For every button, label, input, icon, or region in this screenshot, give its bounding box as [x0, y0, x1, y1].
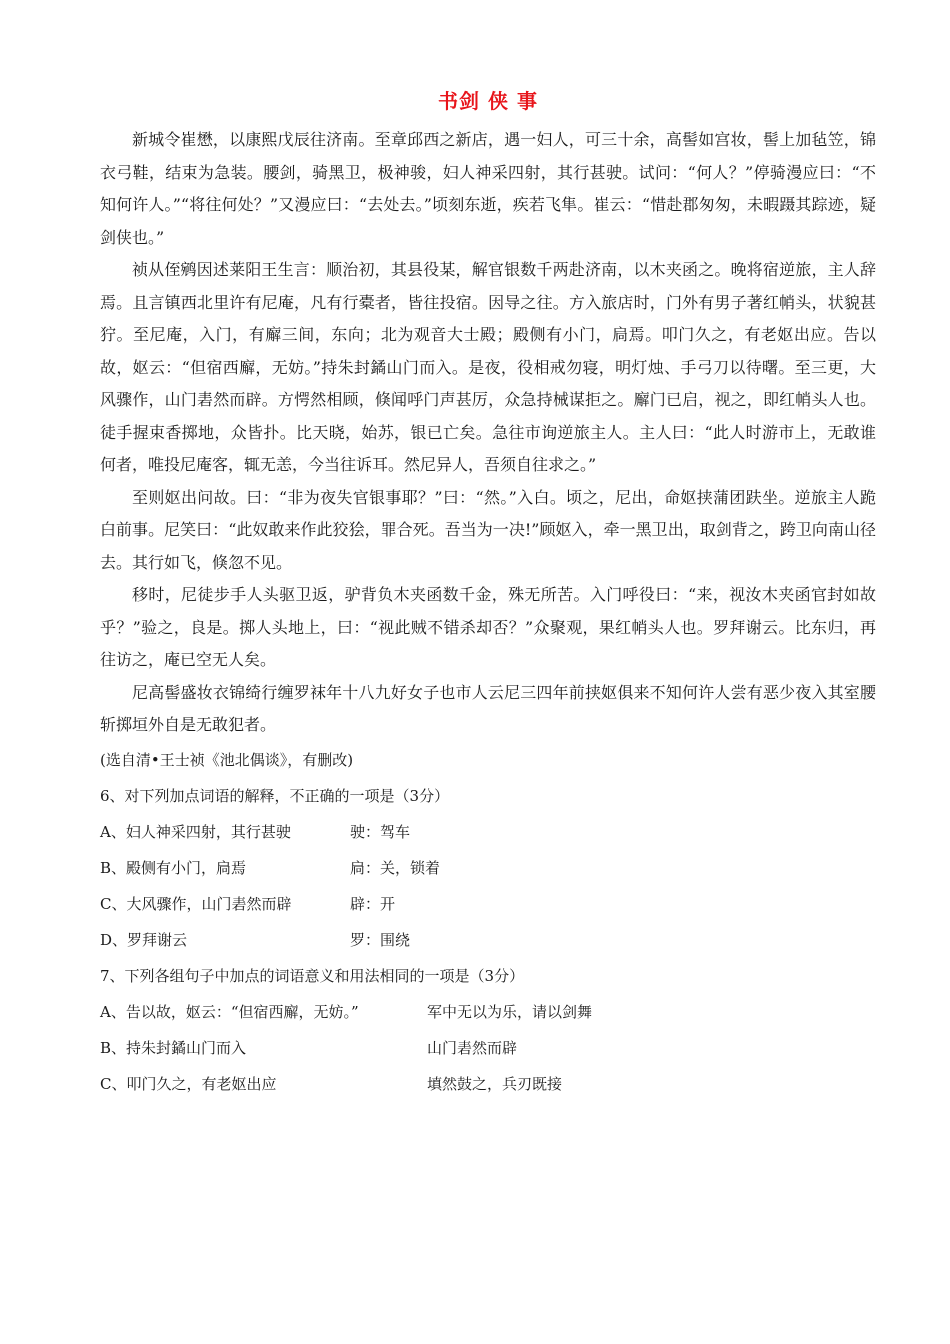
option-text: B、殿侧有小门，扃焉 — [100, 858, 247, 877]
document-page — [100, 88, 876, 1102]
paragraph-2: 祯从侄鹓因述莱阳王生言：顺治初，其县役某，解官银数千两赴济南，以木夹函之。晚将宿逆旅，主人辞焉。且言镇西北里许有尼庵，凡有行橐者，皆往投宿。因导之往。方入旅店时，门外有男子著红帩头，状貌甚狞。至尼庵，入门，有廨三间，东向；北为观音大士殿；殿侧有小门，扃焉。叩门久之，有老妪出应。告以故，妪云：“但宿西廨，无妨。”持朱封鐍山门而入。是夜，役相戒勿寝，明灯烛、手弓刀以待曙。至三更，大风骤作，山门砉然而辟。方愕然相顾，倏闻呼门声甚厉，众急持械谋拒之。廨门已启，视之，即红帩头人也。徒手握束香掷地，众皆扑。比天晓，始苏，银已亡矣。急往市询逆旅主人。主人曰：“此人时游市上，无敢谁何者，唯投尼庵客，辄无恙，今当往诉耳。然尼异人，吾须自往求之。” — [100, 260, 876, 474]
question-6-option-d — [100, 922, 876, 958]
page-title: 书剑 侠 事 — [438, 89, 538, 113]
option-pair: 军中无以为乐，请以剑舞 — [427, 1002, 593, 1021]
question-6-option-b — [100, 850, 876, 886]
question-6-option-a — [100, 814, 876, 850]
source-note: (选自清•王士祯《池北偶谈》，有删改) — [100, 750, 354, 769]
paragraph-1: 新城令崔懋，以康熙戊辰往济南。至章邱西之新店，遇一妇人，可三十余，高髻如宫妆，髻上加毡笠，锦衣弓鞋，结束为急装。腰剑，骑黑卫，极神骏，妇人神采四射，其行甚驶。试问：“何人？”停骑漫应曰：“不知何许人。”“将往何处？”又漫应曰：“去处去。”顷刻东逝，疾若飞隼。崔云：“惜赴郡匆匆，未暇蹑其踪迹，疑剑侠也。” — [100, 130, 876, 247]
option-pair: 填然鼓之，兵刃既接 — [427, 1074, 563, 1093]
paragraph-5: 尼高髻盛妆衣锦绮行缠罗袜年十八九好女子也市人云尼三四年前挟妪俱来不知何许人尝有恶少夜入其室腰斩掷垣外自是无敢犯者。 — [100, 682, 876, 734]
option-text: A、妇人神采四射，其行甚驶 — [100, 822, 291, 841]
question-7-stem: 7、下列各组句子中加点的词语意义和用法相同的一项是（3分） — [100, 966, 525, 985]
option-pair: 山门砉然而辟 — [427, 1038, 518, 1057]
question-7-option-b — [100, 1030, 876, 1066]
option-gloss: 罗：围绕 — [350, 930, 411, 949]
option-text: D、罗拜谢云 — [100, 930, 188, 949]
option-gloss: 驶：驾车 — [350, 822, 411, 841]
option-text: C、叩门久之，有老妪出应 — [100, 1074, 277, 1093]
question-6-stem: 6、对下列加点词语的解释，不正确的一项是（3分） — [100, 786, 450, 805]
option-gloss: 辟：开 — [350, 894, 396, 913]
option-text: C、大风骤作，山门砉然而辟 — [100, 894, 292, 913]
question-7-option-a — [100, 994, 876, 1030]
option-text: A、告以故，妪云：“但宿西廨，无妨。” — [100, 1002, 359, 1021]
paragraph-3: 至则妪出问故。曰：“非为夜失官银事耶？”曰：“然。”入白。顷之，尼出，命妪挟蒲团趺坐。逆旅主人跪白前事。尼笑曰：“此奴敢来作此狡狯，罪合死。吾当为一决!”顾妪入，牵一黑卫出，取剑背之，跨卫向南山径去。其行如飞，倏忽不见。 — [100, 487, 876, 572]
option-text: B、持朱封鐍山门而入 — [100, 1038, 247, 1057]
question-6-option-c — [100, 886, 876, 922]
paragraph-4: 移时，尼徒步手人头驱卫返，驴背负木夹函数千金，殊无所苦。入门呼役曰：“来，视汝木夹函官封如故乎？”验之，良是。掷人头地上，曰：“视此贼不错杀却否？”众聚观，果红帩头人也。罗拜谢云。比东归，再往访之，庵已空无人矣。 — [100, 585, 876, 669]
option-gloss: 扃：关，锁着 — [350, 858, 441, 877]
question-7-option-c — [100, 1066, 876, 1102]
